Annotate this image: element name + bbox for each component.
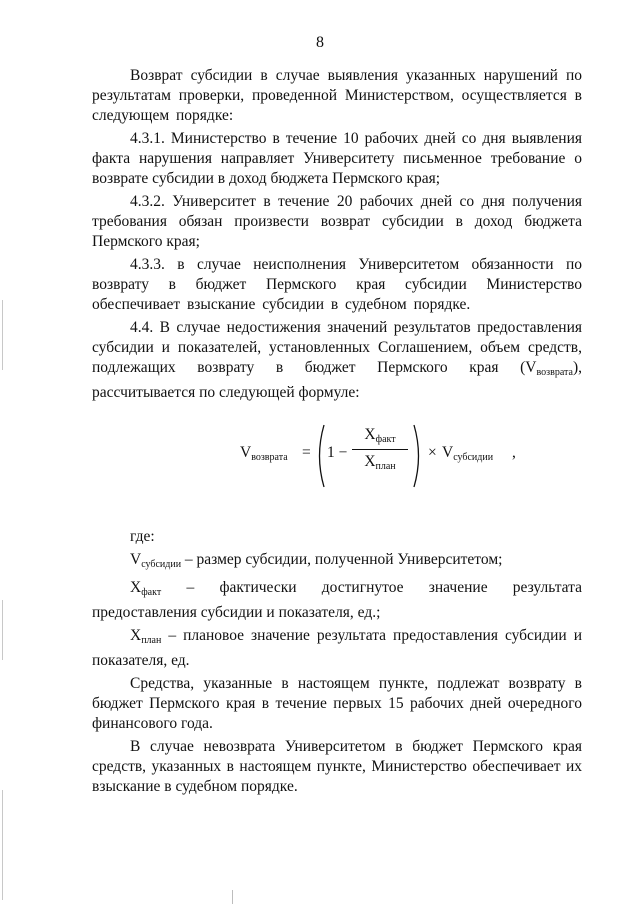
- definition-v-subsidy: [92, 550, 582, 575]
- def-x-plan-letter: X: [130, 627, 142, 644]
- fraction-bar: [352, 449, 408, 450]
- refund-formula: [92, 421, 582, 493]
- definitions-heading: где:: [130, 528, 155, 545]
- paragraph-non-return: В случае невозврата Университетом в бюджет Пермского края средств, указанных в настоящем пункте, Министерство обеспечивает их взыскание в судебном порядке.: [92, 738, 582, 795]
- scan-edge-mark: [2, 300, 3, 370]
- x-plan-letter: X: [364, 453, 376, 470]
- formula-comma: ,: [512, 444, 516, 461]
- scan-bottom-mark: [232, 890, 233, 904]
- paragraph-4-4: [92, 318, 582, 403]
- scan-edge-mark: [2, 790, 3, 900]
- definition-x-plan: [92, 626, 582, 671]
- left-paren-icon: [314, 423, 326, 489]
- def-v-text: – размер субсидии, полученной Университетом;: [181, 551, 503, 568]
- x-fact-letter: X: [364, 426, 376, 443]
- paragraph-4-4-text: 4.4. В случае недостижения значений результатов предоставления субсидии и показателей, установленных Соглашением, объем средств, подлежащих возврату в бюджет Пермского края (V: [92, 319, 582, 376]
- definition-x-fact: [92, 578, 582, 623]
- formula-equals: =: [302, 444, 311, 461]
- paragraph-4-3-3: 4.3.3. в случае неисполнения Университетом обязанности по возврату в бюджет Пермского края субсидии Министерство обеспечивает взыскание субсидии в судебном порядке.: [92, 256, 582, 313]
- paragraph-refund-intro: Возврат субсидии в случае выявления указанных нарушений по результатам проверки, проведенной Министерством, осуществляется в следующем порядке:: [92, 67, 582, 124]
- formula-vs-letter: V: [442, 444, 454, 461]
- def-v-subscript: субсидии: [141, 559, 182, 570]
- x-plan-subscript: план: [375, 461, 396, 472]
- right-paren-icon: [412, 423, 424, 489]
- scan-edge-mark: [2, 600, 3, 660]
- formula-v-subsidy: [442, 443, 493, 468]
- fraction-denominator: [364, 453, 395, 470]
- page-number: 8: [316, 34, 324, 51]
- formula-one-minus: 1 −: [327, 444, 348, 461]
- paragraph-refund-deadline: Средства, указанные в настоящем пункте, подлежат возврату в бюджет Пермского края в течение первых 15 рабочих дней очередного финансового года.: [92, 675, 582, 732]
- fraction-numerator: [352, 425, 408, 447]
- formula-fraction: [352, 425, 408, 477]
- formula-times: ×: [428, 444, 437, 461]
- formula-v-subscript: возврата: [251, 452, 288, 463]
- def-v-letter: V: [130, 551, 142, 568]
- formula-vs-subscript: субсидии: [453, 452, 494, 463]
- formula-v-letter: V: [240, 444, 252, 461]
- paragraph-4-4-end: ), рассчитывается по следующей формуле:: [92, 359, 582, 401]
- formula-v-return: [240, 443, 288, 468]
- def-x-fact-letter: X: [130, 579, 142, 596]
- v-return-subscript: возврата: [536, 367, 573, 378]
- def-x-fact-subscript: факт: [141, 587, 162, 598]
- paragraph-4-3-1: 4.3.1. Министерство в течение 10 рабочих дней со дня выявления факта нарушения направляет Университету письменное требование о возврате субсидии в доход бюджета Пермского края;: [92, 130, 582, 187]
- x-fact-subscript: факт: [375, 434, 396, 445]
- def-x-fact-text: – фактически достигнутое значение результата предоставления субсидии и показателя, ед.;: [92, 579, 582, 621]
- document-body: [92, 66, 582, 800]
- def-x-plan-subscript: план: [141, 635, 162, 646]
- def-x-plan-text: – плановое значение результата предоставления субсидии и показателя, ед.: [92, 627, 582, 669]
- paragraph-4-3-2: 4.3.2. Университет в течение 20 рабочих дней со дня получения требования обязан произвести возврат субсидии в доход бюджета Пермского края;: [92, 193, 582, 250]
